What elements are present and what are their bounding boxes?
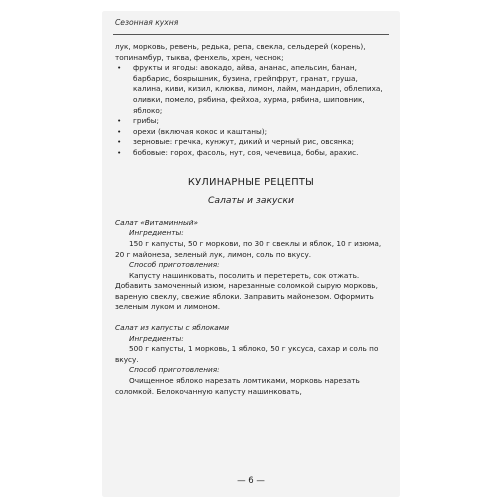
list-item bbox=[115, 116, 387, 127]
ingredients-label: Ингредиенты: bbox=[129, 333, 184, 343]
bullet-icon: • bbox=[117, 126, 122, 136]
header-rule bbox=[113, 34, 389, 35]
list-item-text: зерновые: гречка, кунжут, дикий и черный рис, овсянка; bbox=[133, 137, 355, 147]
section-title: КУЛИНАРНЫЕ РЕЦЕПТЫ bbox=[187, 176, 315, 188]
intro-continuation: лук, морковь, ревень, редька, репа, свекла, сельдерей (корень), топинамбур, тыква, фенхель, хрен, чеснок; bbox=[115, 42, 366, 62]
recipe-title: Салат из капусты с яблоками bbox=[115, 323, 229, 333]
list-item bbox=[115, 137, 387, 148]
bullet-icon: • bbox=[117, 116, 122, 126]
spacer bbox=[115, 313, 387, 323]
method-text: Очищенное яблоко нарезать ломтиками, морковь нарезать соломкой. Белокочанную капусту нашинковать, bbox=[115, 376, 360, 396]
ingredients-label: Ингредиенты: bbox=[129, 228, 184, 238]
method-label: Способ приготовления: bbox=[129, 260, 220, 270]
bullet-icon: • bbox=[117, 147, 122, 157]
bullet-icon: • bbox=[117, 63, 122, 73]
list-item-text: грибы; bbox=[133, 116, 159, 126]
recipe-title: Салат «Витаминный» bbox=[115, 217, 199, 227]
page-number: — 6 — bbox=[237, 476, 265, 486]
list-item-text: фрукты и ягоды: авокадо, айва, ананас, апельсин, банан, барбарис, боярышник, бузина, грейпфрут, гранат, груша, калина, киви, кизил, клюква, лимон, лайм, мандарин, облепиха, оливки, помело, рябина, фейхоа, хурма, рябина, шиповник, яблоко; bbox=[133, 63, 383, 115]
running-head: Сезонная кухня bbox=[115, 18, 179, 27]
ingredients-text: 500 г капусты, 1 морковь, 1 яблоко, 50 г уксуса, сахар и соль по вкусу. bbox=[115, 344, 379, 364]
list-item bbox=[115, 127, 387, 138]
list-item-text: бобовые: горох, фасоль, нут, соя, чечевица, бобы, арахис. bbox=[133, 147, 359, 157]
method-label: Способ приготовления: bbox=[129, 365, 220, 375]
subsection-title: Салаты и закуски bbox=[207, 195, 295, 207]
method-text: Капусту нашинковать, посолить и перетереть, сок отжать. Добавить замоченный изюм, нарезанные соломкой сырую морковь, вареную свеклу, свежие яблоки. Заправить майонезом. Оформить зеленым луком и лимоном. bbox=[115, 270, 378, 312]
list-item bbox=[115, 148, 387, 159]
ingredients-text: 150 г капусты, 50 г моркови, по 30 г свеклы и яблок, 10 г изюма, 20 г майонеза, зеленый лук, лимон, соль по вкусу. bbox=[115, 238, 382, 259]
page-body bbox=[115, 42, 387, 397]
list-item bbox=[115, 63, 387, 116]
book-page bbox=[103, 12, 399, 496]
bullet-icon: • bbox=[117, 137, 122, 147]
list-item-text: орехи (включая кокос и каштаны); bbox=[133, 126, 268, 136]
